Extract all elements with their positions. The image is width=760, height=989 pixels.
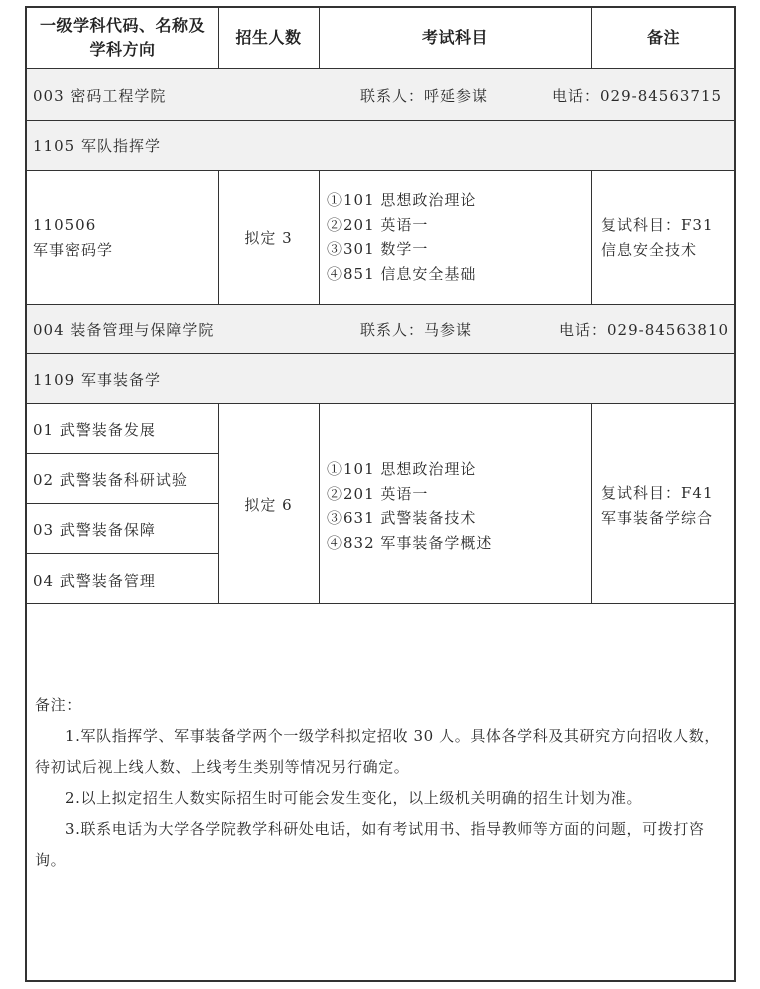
note-item: 1.军队指挥学、军事装备学两个一级学科拟定招收 30 人。具体各学科及其研究方向招收人数，待初试后视上线人数、上线考生类别等情况另行确定。: [35, 727, 720, 776]
remark-cell: [601, 213, 714, 262]
rule: [319, 170, 320, 304]
remark-cell: [601, 481, 714, 530]
rule: [27, 603, 734, 604]
rule: [27, 503, 218, 504]
rule: [27, 553, 218, 554]
college-name: 004 装备管理与保障学院: [33, 321, 215, 339]
remark-line: 复试科目：F41: [601, 484, 714, 502]
header-remarks: 备注: [646, 28, 680, 47]
notes-section: [35, 690, 730, 876]
subject-item: ③301 数学一: [327, 240, 429, 258]
rule: [27, 453, 218, 454]
direction-item: 02 武警装备科研试验: [33, 471, 188, 489]
quota-value: 拟定 6: [244, 496, 293, 514]
header-quota: 招生人数: [235, 28, 302, 47]
remark-line: 信息安全技术: [601, 240, 698, 259]
college-contact: 联系人：呼延参谋: [360, 87, 489, 105]
direction-cell: [33, 213, 113, 262]
header-discipline: [27, 14, 218, 62]
subject-item: ④832 军事装备学概述: [327, 533, 493, 552]
note-item: 2.以上拟定招生人数实际招生时可能会发生变化，以上级机关明确的招生计划为准。: [65, 789, 643, 807]
remark-line: 复试科目：F31: [601, 216, 714, 234]
subject-item: ④851 信息安全基础: [327, 264, 477, 283]
direction-item: 03 武警装备保障: [33, 521, 156, 539]
rule: [27, 403, 734, 404]
rule: [591, 170, 592, 304]
rule: [27, 304, 734, 305]
college-name: 003 密码工程学院: [33, 87, 167, 105]
rule: [319, 403, 320, 603]
discipline-name: 1105 军队指挥学: [33, 137, 161, 155]
subjects-list: [327, 457, 492, 555]
college-phone: 电话：029-84563810: [559, 321, 730, 339]
header-discipline-line1: 一级学科代码、名称及: [39, 16, 205, 35]
remark-line: 军事装备学综合: [601, 508, 714, 527]
header-discipline-line2: 学科方向: [89, 40, 156, 59]
subject-item: ③631 武警装备技术: [327, 509, 477, 527]
subject-item: ①101 思想政治理论: [327, 460, 477, 478]
direction-name: 军事密码学: [33, 240, 114, 259]
rule: [591, 403, 592, 603]
rule: [27, 170, 734, 171]
direction-code: 110506: [33, 216, 97, 234]
discipline-name: 1109 军事装备学: [33, 371, 161, 389]
rule: [27, 120, 734, 121]
header-subjects: 考试科目: [421, 28, 488, 47]
rule: [27, 68, 734, 69]
admission-table: [25, 6, 736, 982]
notes-title: 备注：: [35, 696, 82, 714]
rule: [27, 353, 734, 354]
subjects-list: [327, 188, 476, 286]
note-item: 3.联系电话为大学各学院教学科研处电话，如有考试用书、指导教师等方面的问题，可拨打咨询。: [35, 820, 705, 869]
subject-item: ②201 英语一: [327, 215, 429, 234]
college-phone: 电话：029-84563715: [552, 87, 723, 105]
direction-item: 04 武警装备管理: [33, 572, 156, 590]
direction-item: 01 武警装备发展: [33, 421, 156, 439]
quota-value: 拟定 3: [244, 229, 293, 247]
subject-item: ①101 思想政治理论: [327, 191, 477, 209]
subject-item: ②201 英语一: [327, 484, 429, 503]
college-contact: 联系人：马参谋: [360, 321, 473, 339]
